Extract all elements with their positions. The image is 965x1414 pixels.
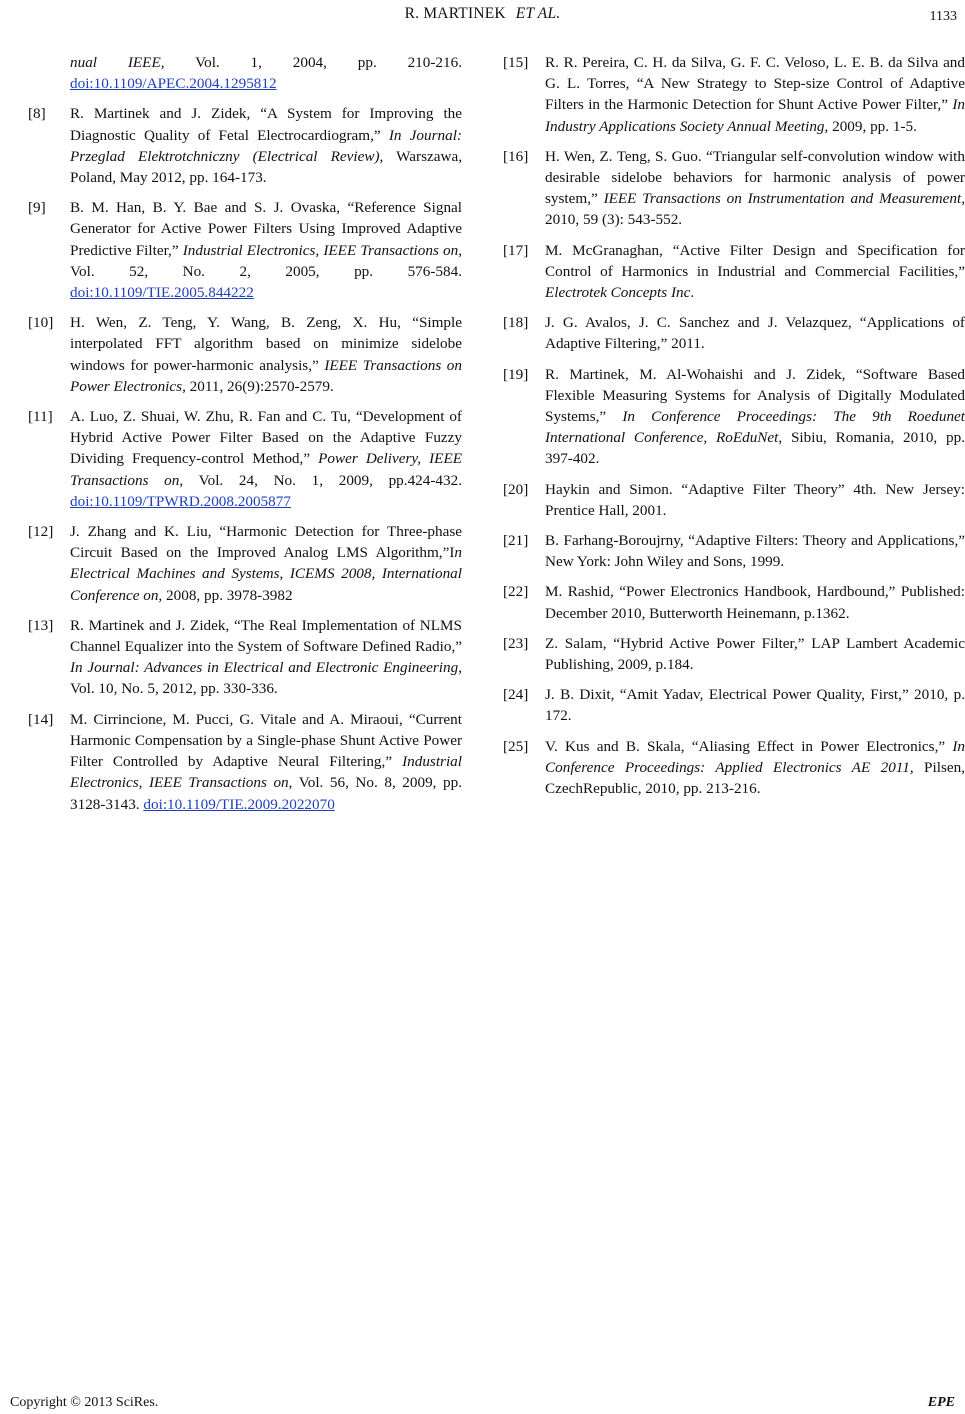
reference-source-title: In Journal: Advances in Electrical and Electronic Engineering bbox=[70, 659, 459, 677]
reference-entry bbox=[28, 197, 462, 303]
reference-text: R. Martinek, M. Al-Wohaishi and J. Zidek, “Software Based Flexible Measuring Systems for Analysis of Digitally Modulated Systems,” bbox=[545, 365, 965, 426]
reference-source-title: In Industry Applications Society Annual Meeting bbox=[545, 96, 965, 135]
reference-text: H. Wen, Z. Teng, Y. Wang, B. Zeng, X. Hu, “Simple interpolated FFT algorithm based on minimize sidelobe windows for power-harmonic analysis,” bbox=[70, 314, 462, 374]
reference-source-title: In Journal: Przeglad Elektrotchniczny (Electrical Review), bbox=[70, 126, 462, 165]
reference-text: 2008, pp. 3978-3982 bbox=[162, 586, 293, 604]
reference-number: [11] bbox=[28, 408, 53, 426]
running-header bbox=[0, 3, 965, 24]
reference-text: Z. Salam, “Hybrid Active Power Filter,” LAP Lambert Academic Publishing, 2009, p.184. bbox=[545, 634, 965, 674]
references-right-column bbox=[503, 52, 965, 808]
reference-text: , 2010, 59 (3): 543-552. bbox=[545, 190, 965, 229]
reference-text: , Vol. 52, No. 2, 2005, pp. 576-584. bbox=[70, 241, 462, 280]
reference-text: M. Rashid, “Power Electronics Handbook, Hardbound,” Published: December 2010, Butterworth Heinemann, p.1362. bbox=[545, 583, 965, 622]
reference-source-title: In Conference Proceedings: Applied Electronics AE 2011 bbox=[545, 737, 965, 776]
reference-entry bbox=[28, 406, 462, 512]
reference-entry bbox=[503, 736, 965, 800]
reference-number: [21] bbox=[503, 532, 529, 550]
reference-number: [9] bbox=[28, 199, 46, 217]
reference-entry bbox=[503, 530, 965, 572]
reference-text: , bbox=[279, 565, 290, 583]
reference-text: , Pilsen, CzechRepublic, 2010, pp. 213-216. bbox=[545, 758, 965, 798]
reference-entry bbox=[28, 52, 462, 94]
reference-entry bbox=[503, 581, 965, 623]
reference-entry bbox=[503, 52, 965, 137]
reference-text: J. Zhang and K. Liu, “Harmonic Detection for Three-phase Circuit Based on the Improved Analog LMS Algorithm,”I bbox=[70, 523, 462, 562]
reference-entry bbox=[28, 615, 462, 700]
reference-text: M. Cirrincione, M. Pucci, G. Vitale and A. Miraoui, “Current Harmonic Compensation by a Single-phase Shunt Active Power Filter Controlled by Adaptive Neural Filtering,” bbox=[70, 710, 462, 771]
footer-journal: EPE bbox=[927, 1395, 955, 1410]
reference-source-title: IEEE Transactions on Power Electronics bbox=[70, 356, 462, 395]
reference-source-title: Electrotek Concepts Inc bbox=[545, 284, 691, 302]
reference-source-title: Power Delivery, IEEE Transactions on bbox=[70, 450, 463, 489]
reference-text: V. Kus and B. Skala, “Aliasing Effect in Power Electronics,” bbox=[545, 737, 953, 755]
reference-number: [8] bbox=[28, 105, 46, 123]
reference-number: [14] bbox=[28, 710, 54, 728]
references-left-column bbox=[28, 52, 462, 824]
reference-text: , 2009, pp. 1-5. bbox=[824, 117, 917, 135]
reference-text: J. B. Dixit, “Amit Yadav, Electrical Power Quality, First,” 2010, p. 172. bbox=[545, 686, 965, 725]
doi-link[interactable]: doi:10.1109/TIE.2005.844222 bbox=[70, 284, 254, 302]
reference-entry bbox=[503, 312, 965, 354]
reference-number: [16] bbox=[503, 147, 529, 165]
reference-number: [19] bbox=[503, 365, 529, 383]
reference-text: , 2011, 26(9):2570-2579. bbox=[182, 377, 334, 395]
reference-entry bbox=[503, 684, 965, 726]
reference-source-title: Industrial Electronics, IEEE Transactions on bbox=[182, 241, 459, 259]
reference-text: R. Martinek and J. Zidek, “A System for Improving the Diagnostic Quality of Fetal Electrocardiogram,” bbox=[70, 105, 462, 144]
reference-number: [17] bbox=[503, 241, 529, 259]
reference-text: Warszawa, Poland, May 2012, pp. 164-173. bbox=[70, 147, 462, 187]
reference-number: [18] bbox=[503, 314, 529, 332]
reference-text: , Vol. 56, No. 8, 2009, pp. 3128-3143. bbox=[70, 774, 463, 813]
reference-entry bbox=[28, 709, 462, 815]
reference-entry bbox=[503, 146, 965, 231]
reference-text: B. M. Han, B. Y. Bae and S. J. Ovaska, “Reference Signal Generator for Active Power Filters Using Improved Adaptive Predictive Filter,” bbox=[70, 199, 462, 259]
reference-text: R. Martinek and J. Zidek, “The Real Implementation of NLMS Channel Equalizer into the System of Software Defined Radio,” bbox=[70, 616, 462, 656]
reference-text: , Vol. 24, No. 1, 2009, pp.424-432. bbox=[179, 471, 462, 489]
reference-entry bbox=[503, 364, 965, 470]
reference-text: M. McGranaghan, “Active Filter Design and Specification for Control of Harmonics in Industrial and Commercial Facilities,” bbox=[545, 241, 965, 280]
reference-number: [22] bbox=[503, 583, 529, 601]
reference-entry bbox=[503, 633, 965, 675]
reference-number: [12] bbox=[28, 523, 54, 541]
reference-source-title: IEEE Transactions on Instrumentation and Measurement bbox=[603, 190, 962, 208]
reference-text: J. G. Avalos, J. C. Sanchez and J. Velazquez, “Applications of Adaptive Filtering,” 2011. bbox=[545, 314, 965, 353]
reference-entry bbox=[28, 312, 462, 397]
reference-number: [25] bbox=[503, 737, 529, 755]
doi-link[interactable]: doi:10.1109/TIE.2009.2022070 bbox=[143, 795, 335, 813]
reference-number: [13] bbox=[28, 616, 54, 634]
reference-text: , Sibiu, Romania, 2010, pp. 397-402. bbox=[545, 429, 965, 468]
reference-text: . bbox=[690, 284, 695, 302]
footer-copyright: Copyright © 2013 SciRes. bbox=[10, 1395, 159, 1410]
doi-link[interactable]: doi:10.1109/APEC.2004.1295812 bbox=[70, 75, 277, 93]
header-et-al: ET AL. bbox=[515, 5, 561, 22]
reference-number: [23] bbox=[503, 634, 529, 652]
header-authors: R. MARTINEK bbox=[404, 5, 506, 22]
reference-text: B. Farhang-Boroujrny, “Adaptive Filters: Theory and Applications,” New York: John Wiley and Sons, 1999. bbox=[545, 532, 965, 571]
reference-text: , Vol. 10, No. 5, 2012, pp. 330-336. bbox=[70, 659, 462, 698]
reference-entry bbox=[28, 103, 462, 188]
reference-text: R. R. Pereira, C. H. da Silva, G. F. C. Veloso, L. E. B. da Silva and G. L. Torres, “A New Strategy to Step-size Control of Adaptive Filters in the Harmonic Detection for Shunt Active Power Filter,” bbox=[545, 54, 965, 114]
doi-link[interactable]: doi:10.1109/TPWRD.2008.2005877 bbox=[70, 492, 291, 510]
reference-source-title: Industrial Electronics, IEEE Transactions on bbox=[70, 753, 462, 792]
reference-number: [15] bbox=[503, 54, 529, 71]
reference-source-title: nual IEEE, bbox=[70, 54, 165, 71]
reference-number: [20] bbox=[503, 480, 529, 498]
reference-text: H. Wen, Z. Teng, S. Guo. “Triangular self-convolution window with desirable sidelobe behaviors for harmonic analysis of power system,” bbox=[545, 147, 965, 208]
reference-entry bbox=[503, 240, 965, 304]
reference-entry bbox=[28, 521, 462, 606]
page-number: 1133 bbox=[929, 9, 957, 24]
reference-number: [24] bbox=[503, 686, 529, 704]
reference-source-title: In Conference Proceedings: The 9th Roedunet International Conference, RoEduNet bbox=[545, 408, 965, 447]
reference-entry bbox=[503, 479, 965, 521]
reference-source-title: n Electrical Machines and Systems bbox=[70, 544, 462, 583]
reference-text: A. Luo, Z. Shuai, W. Zhu, R. Fan and C. Tu, “Development of Hybrid Active Power Filter Based on the Adaptive Fuzzy Dividing Frequency-control Method,” bbox=[70, 408, 462, 468]
reference-number: [10] bbox=[28, 314, 54, 332]
reference-text: Vol. 1, 2004, pp. 210-216. bbox=[164, 54, 463, 71]
reference-source-title: ICEMS 2008, International Conference on, bbox=[70, 565, 462, 604]
reference-text: Haykin and Simon. “Adaptive Filter Theory” 4th. New Jersey: Prentice Hall, 2001. bbox=[545, 480, 965, 519]
